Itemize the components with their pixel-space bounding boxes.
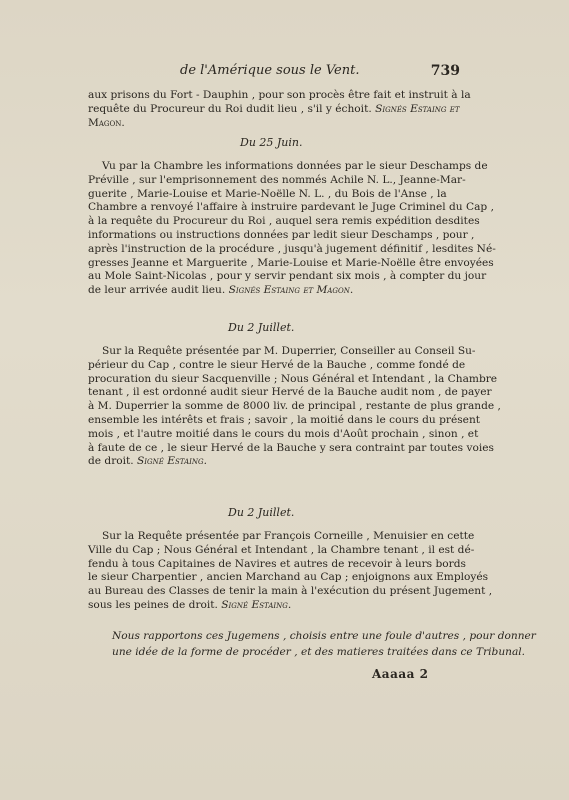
signature: Signé Estaing. xyxy=(137,455,207,468)
entry-date: Du 2 Juillet. xyxy=(228,506,295,519)
entry-date: Du 2 Juillet. xyxy=(228,321,295,334)
text-line: sous les peines de droit. Signé Estaing. xyxy=(88,598,292,611)
page-header xyxy=(180,63,460,81)
text-line: Préville , sur l'emprisonnement des nommés Achile N. L., Jeanne-Mar- xyxy=(88,173,466,186)
closing-note xyxy=(112,628,536,660)
text-line: à la requête du Procureur du Roi , auquel sera remis expédition desdites xyxy=(88,215,480,228)
text-line: fendu à tous Capitaines de Navires et autres de recevoir à leurs bords xyxy=(88,557,466,570)
closing-line: une idée de la forme de procéder , et des matieres traitées dans ce Tribunal. xyxy=(112,646,526,658)
text-line: ensemble les intérêts et frais ; savoir , la moitié dans le cours du présent xyxy=(88,413,481,426)
text-line: mois , et l'autre moitié dans le cours du mois d'Août prochain , sinon , et xyxy=(88,427,479,440)
signature: Signé Estaing. xyxy=(221,598,292,611)
text-line: de droit. Signé Estaing. xyxy=(88,455,207,468)
entry-continuation xyxy=(88,89,471,130)
entry-judgment xyxy=(88,345,501,469)
text-line: Vu par la Chambre les informations données par le sieur Deschamps de xyxy=(102,160,488,172)
text-line: guerite , Marie-Louise et Marie-Noëlle N. L. , du Bois de l'Anse , la xyxy=(88,187,447,200)
text-line: Magon. xyxy=(88,116,125,129)
text-line: Chambre a renvoyé l'affaire à instruire pardevant le Juge Criminel du Cap , xyxy=(88,201,494,214)
signature: Signés Estaing et Magon. xyxy=(228,284,354,297)
text-line: Sur la Requête présentée par M. Duperrier, Conseiller au Conseil Su- xyxy=(102,345,476,357)
text-line: de leur arrivée audit lieu. Signés Estaing et Magon. xyxy=(88,284,354,297)
signature: Signés Estaing et xyxy=(375,102,460,115)
text-line: à faute de ce , le sieur Hervé de la Bauche y sera contraint par toutes voies xyxy=(88,441,494,454)
text-line: requête du Procureur du Roi dudit lieu , s'il y échoit. Signés Estaing et xyxy=(88,102,460,115)
running-title: de l'Amérique sous le Vent. xyxy=(180,63,360,78)
text-line: au Bureau des Classes de tenir la main à l'exécution du présent Jugement , xyxy=(88,585,493,598)
text-line: périeur du Cap , contre le sieur Hervé de la Bauche , comme fondé de xyxy=(88,358,466,371)
text-line: à M. Duperrier la somme de 8000 liv. de principal , restante de plus grande , xyxy=(88,400,501,413)
text-line: le sieur Charpentier , ancien Marchand au Cap ; enjoignons aux Employés xyxy=(88,571,489,584)
text-line: Sur la Requête présentée par François Corneille , Menuisier en cette xyxy=(102,530,475,542)
text-line: procuration du sieur Sacquenville ; Nous Général et Intendant , la Chambre xyxy=(88,372,498,385)
text-line: Ville du Cap ; Nous Général et Intendant , la Chambre tenant , il est dé- xyxy=(88,543,475,556)
text-line: tenant , il est ordonné audit sieur Hervé de la Bauche audit nom , de payer xyxy=(88,386,492,399)
text-line: informations ou instructions données par ledit sieur Deschamps , pour , xyxy=(88,228,475,241)
entry-date: Du 25 Juin. xyxy=(240,136,303,149)
page-number: 739 xyxy=(430,63,460,79)
text-line: aux prisons du Fort - Dauphin , pour son procès être fait et instruit à la xyxy=(88,89,471,101)
entry-judgment xyxy=(88,160,496,298)
text-line: gresses Jeanne et Marguerite , Marie-Louise et Marie-Noëlle être envoyées xyxy=(88,256,494,269)
text-line: après l'instruction de la procédure , jusqu'à jugement définitif , lesdites Né- xyxy=(88,242,496,255)
closing-line: Nous rapportons ces Jugemens , choisis entre une foule d'autres , pour donner xyxy=(112,630,536,642)
catchword: Aaaaa 2 xyxy=(372,667,429,681)
entry-judgment xyxy=(88,530,493,613)
text-line: au Mole Saint-Nicolas , pour y servir pendant six mois , à compter du jour xyxy=(88,270,487,283)
